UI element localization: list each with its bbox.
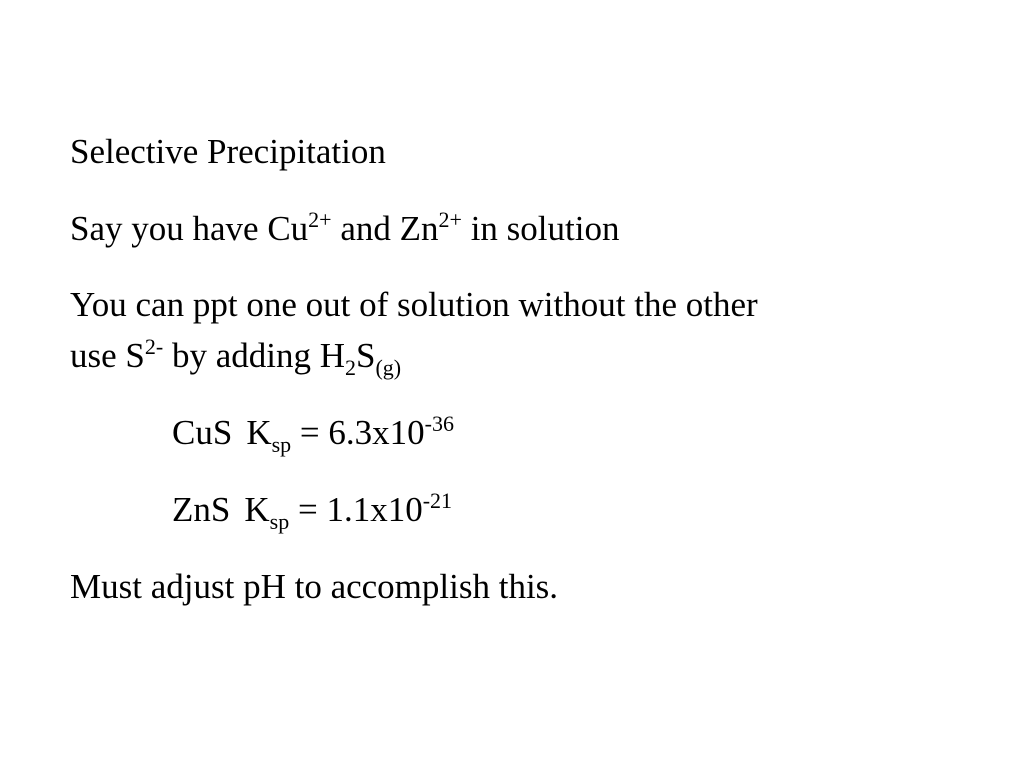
- ksp-subscript: sp: [271, 432, 292, 457]
- slide-title: Selective Precipitation: [70, 132, 386, 171]
- charge-superscript: 2+: [308, 207, 332, 232]
- ksp-subscript: sp: [269, 509, 290, 534]
- charge-superscript: 2-: [144, 334, 164, 359]
- charge-superscript: 2+: [438, 207, 462, 232]
- sulfide-line: [70, 334, 402, 380]
- text-segment: Say you have Cu: [70, 209, 309, 248]
- cus-ksp-line: [172, 411, 454, 457]
- text-segment: S: [356, 336, 376, 375]
- ksp-symbol: K: [244, 490, 270, 529]
- subscript: 2: [345, 355, 356, 380]
- conclusion-line: Must adjust pH to accomplish this.: [70, 567, 559, 606]
- ions-in-solution-line: [70, 209, 619, 249]
- text-segment: by adding H: [163, 336, 345, 375]
- exponent: -36: [424, 411, 454, 436]
- text-segment: use S: [70, 336, 145, 375]
- compound-cus: CuS: [172, 413, 233, 452]
- zns-ksp-line: [172, 488, 453, 534]
- text-segment: in solution: [461, 209, 620, 248]
- ksp-symbol: K: [246, 413, 272, 452]
- phase-subscript: (g): [375, 355, 402, 380]
- compound-zns: ZnS: [172, 490, 231, 529]
- ksp-value: = 6.3x10: [291, 413, 425, 452]
- text-segment: and Zn: [331, 209, 439, 248]
- precipitate-line: You can ppt one out of solution without the other: [70, 285, 758, 324]
- exponent: -21: [422, 488, 453, 513]
- ksp-value: = 1.1x10: [289, 490, 423, 529]
